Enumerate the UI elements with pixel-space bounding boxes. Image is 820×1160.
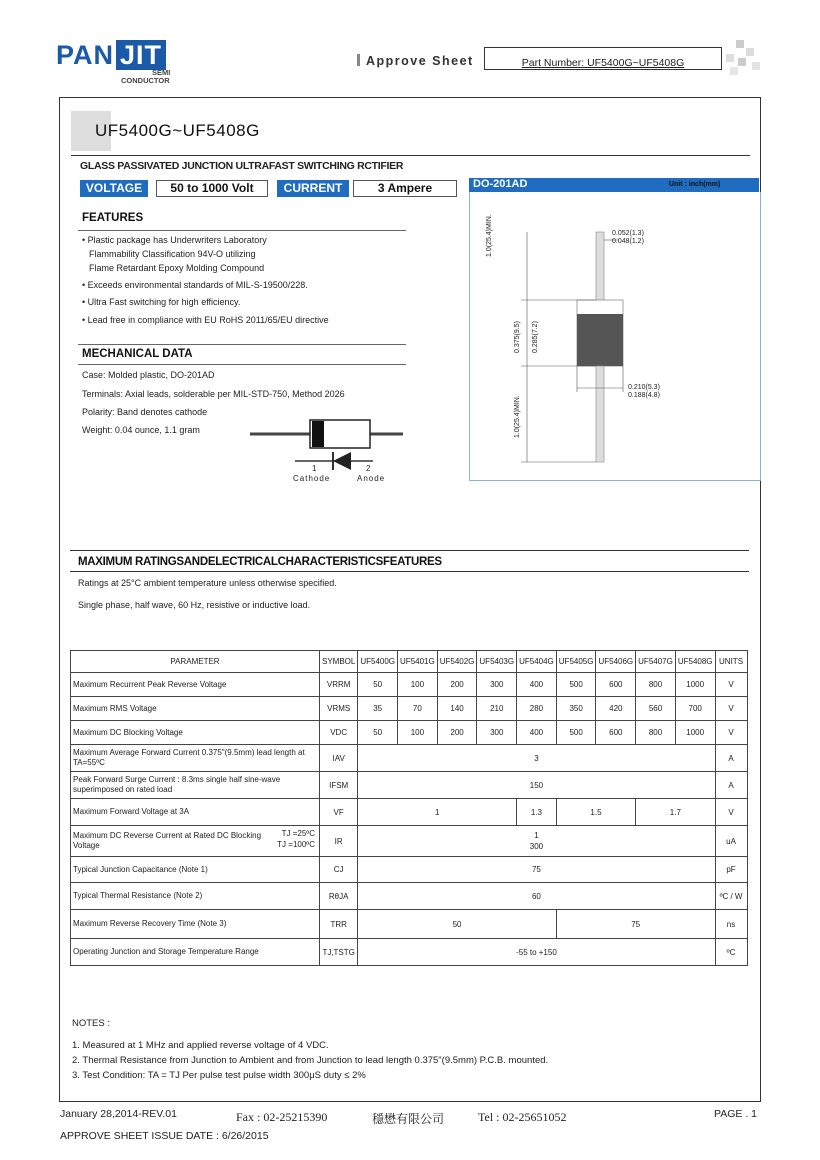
unit-cell: uA (715, 826, 747, 857)
symbol-cell: RθJA (320, 883, 358, 910)
dim-lead-dia-max: 0.052(1.3) (612, 230, 644, 237)
table-row (71, 939, 748, 966)
condition-text: TJ =25ºC (281, 829, 315, 838)
mech-item: Weight: 0.04 ounce, 1.1 gram (82, 425, 200, 435)
mech-item: Polarity: Band denotes cathode (82, 407, 208, 417)
value-cell: 500 (556, 673, 596, 697)
param-cell: Typical Junction Capacitance (Note 1) (71, 857, 320, 883)
mech-item: Case: Molded plastic, DO-201AD (82, 370, 215, 380)
divider (71, 155, 750, 156)
value-cell: 150 (358, 772, 715, 799)
symbol-cell: VRRM (320, 673, 358, 697)
header-cell: UF5400G (358, 651, 398, 673)
param-text: Maximum DC Reverse Current at Rated DC Blocking Voltage (73, 831, 262, 850)
param-cell (71, 826, 320, 857)
current-label: CURRENT (277, 180, 349, 197)
value-cell: -55 to +150 (358, 939, 715, 966)
note-item: 3. Test Condition: TA = TJ Per pulse test pulse width 300μS duty ≤ 2% (72, 1070, 366, 1081)
value-cell: 1.7 (636, 799, 715, 826)
value-cell: 300 (477, 673, 517, 697)
table-row (71, 826, 748, 857)
value-cell: 70 (398, 697, 438, 721)
ratings-table (70, 650, 748, 966)
cathode-label: Cathode (293, 474, 331, 483)
part-number-box (484, 47, 722, 70)
value-cell: 1 (358, 799, 517, 826)
unit-cell: A (715, 745, 747, 772)
symbol-cell: VDC (320, 721, 358, 745)
anode-label: Anode (357, 474, 386, 483)
table-header-row (71, 651, 748, 673)
value-text: 300 (529, 842, 544, 851)
feature-item: Flame Retardant Epoxy Molding Compound (89, 263, 265, 273)
table-row (71, 910, 748, 939)
ratings-note: Single phase, half wave, 60 Hz, resistive or inductive load. (78, 600, 311, 610)
dim-body-dia-min: 0.188(4.8) (628, 392, 660, 399)
param-cell: Maximum Forward Voltage at 3A (71, 799, 320, 826)
header-cell: UF5404G (517, 651, 557, 673)
package-name: DO-201AD (473, 178, 528, 190)
part-number: Part Number: UF5400G~UF5408G (521, 57, 685, 69)
company-name: 穩懋有限公司 (372, 1112, 445, 1126)
tel-number: Tel : 02-25651052 (478, 1110, 567, 1124)
logo-conductor: CONDUCTOR (121, 76, 170, 85)
header-cell: UF5407G (636, 651, 676, 673)
param-cell: Maximum DC Blocking Voltage (71, 721, 320, 745)
logo-highlight: JIT (116, 40, 166, 70)
value-cell: 400 (517, 721, 557, 745)
logo-text: PAN (56, 40, 115, 70)
symbol-cell: IR (320, 826, 358, 857)
symbol-cell: VRMS (320, 697, 358, 721)
approve-sheet-label: Approve Sheet (357, 54, 474, 68)
param-cell: Maximum Reverse Recovery Time (Note 3) (71, 910, 320, 939)
header-cell: UNITS (715, 651, 747, 673)
unit-cell: ns (715, 910, 747, 939)
header-cell: UF5408G (675, 651, 715, 673)
value-cell: 500 (556, 721, 596, 745)
notes-heading: NOTES : (72, 1018, 111, 1029)
revision-date: January 28,2014-REV.01 (60, 1108, 177, 1120)
body-band (577, 314, 623, 366)
unit-cell: V (715, 673, 747, 697)
value-cell: 60 (358, 883, 715, 910)
current-value: 3 Ampere (353, 180, 457, 197)
value-cell: 560 (636, 697, 676, 721)
note-item: 2. Thermal Resistance from Junction to Ambient and from Junction to lead length 0.375"(9.5mm) P.C.B. mounted. (72, 1055, 549, 1066)
value-cell: 350 (556, 697, 596, 721)
param-cell: Maximum Recurrent Peak Reverse Voltage (71, 673, 320, 697)
feature-item: • Plastic package has Underwriters Laboratory (82, 235, 267, 245)
value-cell: 420 (596, 697, 636, 721)
bottom-lead (596, 366, 604, 462)
value-cell: 100 (398, 721, 438, 745)
param-cell: Maximum Average Forward Current 0.375"(9.5mm) lead length at TA=55ºC (71, 745, 320, 772)
package-unit: Unit : inch(mm) (669, 181, 721, 188)
product-subtitle: GLASS PASSIVATED JUNCTION ULTRAFAST SWITCHING RCTIFIER (80, 160, 404, 172)
value-cell: 600 (596, 673, 636, 697)
voltage-value: 50 to 1000 Volt (156, 180, 268, 197)
feature-item: • Lead free in compliance with EU RoHS 2011/65/EU directive (82, 315, 329, 325)
table-row (71, 857, 748, 883)
symbol-cell: CJ (320, 857, 358, 883)
value-cell: 300 (477, 721, 517, 745)
page-number: PAGE . 1 (714, 1108, 757, 1120)
dim-body-len-2: 0.285(7.2) (532, 321, 539, 353)
table-row (71, 721, 748, 745)
unit-cell: ºC / W (715, 883, 747, 910)
divider (70, 550, 749, 551)
value-cell: 75 (556, 910, 715, 939)
param-cell: Typical Thermal Resistance (Note 2) (71, 883, 320, 910)
unit-cell: V (715, 697, 747, 721)
header-cell: UF5405G (556, 651, 596, 673)
value-cell (358, 826, 715, 857)
pin-1: 1 (312, 464, 317, 473)
value-cell: 75 (358, 857, 715, 883)
value-cell: 200 (437, 673, 477, 697)
value-cell: 600 (596, 721, 636, 745)
symbol-cell: IAV (320, 745, 358, 772)
symbol-cell: VF (320, 799, 358, 826)
symbol-cell: TJ,TSTG (320, 939, 358, 966)
table-row (71, 883, 748, 910)
fax-number: Fax : 02-25215390 (236, 1110, 328, 1124)
voltage-label: VOLTAGE (80, 180, 148, 197)
unit-cell: A (715, 772, 747, 799)
header-cell: UF5403G (477, 651, 517, 673)
value-cell: 50 (358, 910, 556, 939)
unit-cell: pF (715, 857, 747, 883)
feature-item: Flammability Classification 94V-O utilizing (89, 249, 256, 259)
dim-lead-len-bot: 1.0(25.4)MIN. (514, 395, 521, 438)
symbol-triangle (333, 452, 351, 470)
value-cell: 35 (358, 697, 398, 721)
value-cell: 50 (358, 673, 398, 697)
mech-item: Terminals: Axial leads, solderable per MIL-STD-750, Method 2026 (82, 389, 345, 399)
ratings-heading: MAXIMUM RATINGSANDELECTRICALCHARACTERISTICSFEATURES (78, 556, 442, 568)
header-cell: UF5401G (398, 651, 438, 673)
page-title: UF5400G~UF5408G (95, 121, 260, 140)
unit-cell: V (715, 721, 747, 745)
value-cell: 210 (477, 697, 517, 721)
table-row (71, 697, 748, 721)
features-heading: FEATURES (82, 212, 144, 224)
value-cell: 100 (398, 673, 438, 697)
header-cell: UF5406G (596, 651, 636, 673)
divider (78, 364, 406, 365)
dim-lead-dia-min: 0.048(1.2) (612, 238, 644, 245)
feature-item: • Exceeds environmental standards of MIL-S-19500/228. (82, 280, 308, 290)
value-text: 1 (534, 831, 539, 840)
divider (78, 344, 406, 345)
header-cell: UF5402G (437, 651, 477, 673)
table-row (71, 799, 748, 826)
value-cell: 200 (437, 721, 477, 745)
company-logo (56, 40, 166, 71)
logo-semi: SEMI (152, 68, 171, 77)
value-cell: 1000 (675, 721, 715, 745)
cathode-band (312, 421, 324, 447)
feature-item: • Ultra Fast switching for high efficiency. (82, 297, 241, 307)
value-cell: 700 (675, 697, 715, 721)
condition-text: TJ =100ºC (277, 840, 315, 849)
value-cell: 1.5 (556, 799, 635, 826)
symbol-cell: TRR (320, 910, 358, 939)
value-cell: 1.3 (517, 799, 557, 826)
dim-body-len: 0.375(9.5) (514, 321, 521, 353)
value-cell: 140 (437, 697, 477, 721)
param-cell: Peak Forward Surge Current : 8.3ms single half sine-wave superimposed on rated load (71, 772, 320, 799)
mechanical-heading: MECHANICAL DATA (82, 348, 193, 360)
value-cell: 280 (517, 697, 557, 721)
issue-date: APPROVE SHEET ISSUE DATE : 6/26/2015 (60, 1130, 269, 1142)
header-cell: PARAMETER (71, 651, 320, 673)
param-cell: Maximum RMS Voltage (71, 697, 320, 721)
unit-cell: V (715, 799, 747, 826)
table-row (71, 745, 748, 772)
header-cell: SYMBOL (320, 651, 358, 673)
dim-lead-len-top: 1.0(25.4)MIN. (486, 214, 493, 257)
value-cell: 1000 (675, 673, 715, 697)
note-item: 1. Measured at 1 MHz and applied reverse voltage of 4 VDC. (72, 1040, 329, 1051)
value-cell: 400 (517, 673, 557, 697)
dim-body-dia-max: 0.210(5.3) (628, 384, 660, 391)
ratings-note: Ratings at 25°C ambient temperature unless otherwise specified. (78, 578, 337, 588)
decorative-squares-icon (726, 40, 762, 76)
value-cell: 800 (636, 721, 676, 745)
table-row (71, 772, 748, 799)
value-cell: 800 (636, 673, 676, 697)
unit-cell: ºC (715, 939, 747, 966)
divider (70, 571, 749, 572)
symbol-cell: IFSM (320, 772, 358, 799)
param-cell: Operating Junction and Storage Temperature Range (71, 939, 320, 966)
pin-2: 2 (366, 464, 371, 473)
table-row (71, 673, 748, 697)
value-cell: 3 (358, 745, 715, 772)
divider (78, 230, 406, 231)
value-cell: 50 (358, 721, 398, 745)
